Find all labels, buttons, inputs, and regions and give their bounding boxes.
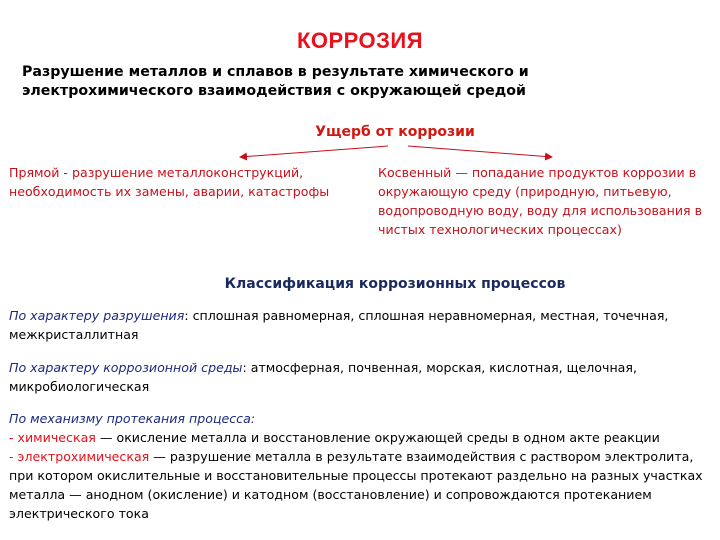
destruction-text: сплошная равномерная, сплошная неравномерная, местная, точечная, межкристаллитная <box>9 308 669 342</box>
classification-by-mechanism <box>9 409 709 523</box>
classification-by-destruction <box>9 306 709 344</box>
arrow-to-indirect <box>408 146 552 157</box>
chemical-item <box>9 428 709 447</box>
medium-label: По характеру коррозионной среды <box>9 360 243 375</box>
damage-heading: Ущерб от коррозии <box>315 124 475 140</box>
classification-heading: Классификация коррозионных процессов <box>224 276 566 292</box>
arrow-to-direct <box>240 146 388 157</box>
destruction-label: По характеру разрушения <box>9 308 185 323</box>
electrochemical-item <box>9 447 709 523</box>
indirect-damage: Косвенный — попадание продуктов коррозии в окружающую среду (природную, питьевую, водопроводную воду, воду для использования в чистых технологических процессах) <box>378 165 703 237</box>
corrosion-definition: Разрушение металлов и сплавов в результате химического и электрохимического взаимодействия с окружающей средой <box>22 64 529 99</box>
medium-text: атмосферная, почвенная, морская, кислотная, щелочная, микробиологическая <box>9 360 637 394</box>
direct-damage: Прямой - разрушение металлоконструкций, необходимость их замены, аварии, катастрофы <box>9 165 330 199</box>
page-title: КОРРОЗИЯ <box>296 28 424 53</box>
mechanism-label: По механизму протекания процесса: <box>9 411 256 426</box>
classification-by-medium <box>9 358 709 396</box>
colon: : <box>242 360 251 375</box>
electrochemical-term: - электрохимическая <box>9 449 150 464</box>
chemical-text: — окисление металла и восстановление окружающей среды в одном акте реакции <box>95 430 660 445</box>
electrochemical-text: — разрушение металла в результате взаимодействия с раствором электролита, при котором окислительные и восстановительные процессы протекают раздельно на разных участках металла — анодном (окисление) и катодном (восстановление) и сопровождаются протеканием электрического тока <box>9 449 703 521</box>
colon: : <box>184 308 193 323</box>
chemical-term: - химическая <box>9 430 96 445</box>
